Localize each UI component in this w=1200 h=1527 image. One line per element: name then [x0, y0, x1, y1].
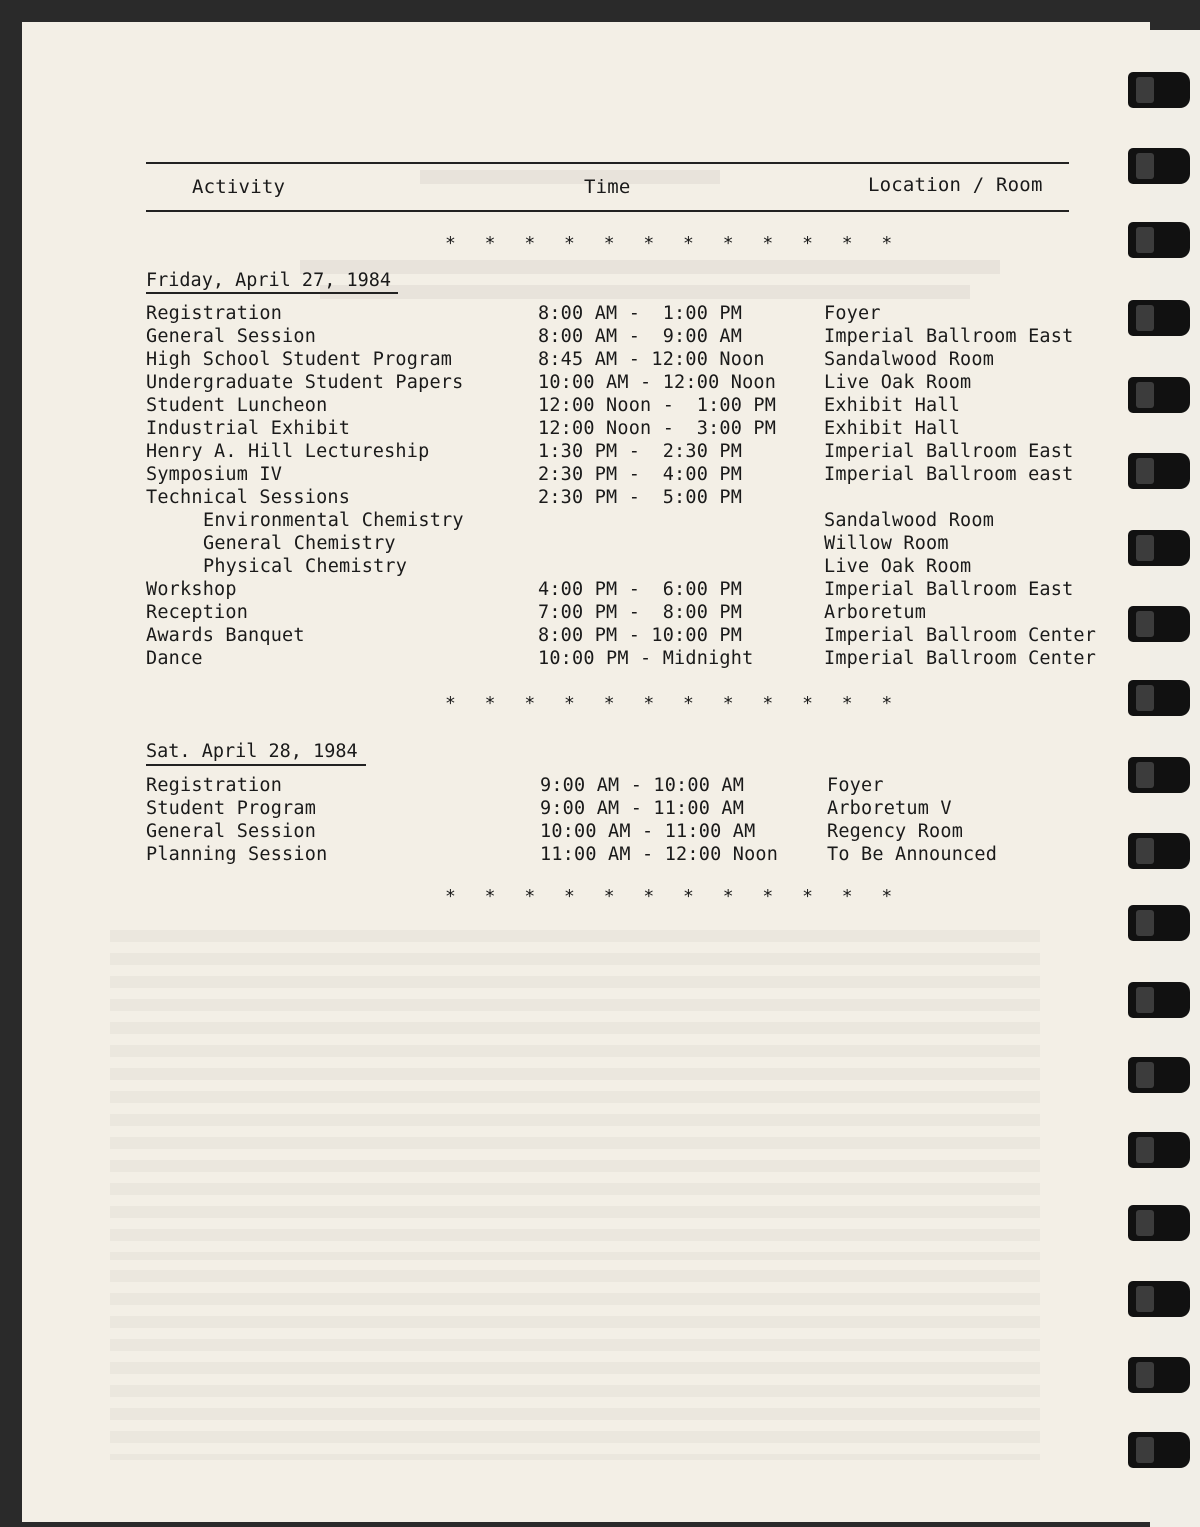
- row-activity: Symposium IV: [146, 464, 283, 485]
- row-time: 8:45 AM - 12:00 Noon: [538, 349, 765, 370]
- section-separator: * * * * * * * * * * * *: [445, 693, 902, 714]
- row-activity: Student Program: [146, 798, 317, 819]
- row-room: Live Oak Room: [824, 556, 972, 577]
- row-room: Imperial Ballroom Center: [824, 648, 1097, 669]
- row-time: 2:30 PM - 5:00 PM: [538, 487, 743, 508]
- row-time: 7:00 PM - 8:00 PM: [538, 602, 743, 623]
- row-time: 8:00 AM - 1:00 PM: [538, 303, 743, 324]
- friday-title-underline: [146, 292, 398, 294]
- binding-ring: [1128, 1057, 1190, 1093]
- binding-ring: [1128, 1281, 1190, 1317]
- row-room: Imperial Ballroom east: [824, 464, 1074, 485]
- row-time: 9:00 AM - 10:00 AM: [540, 775, 745, 796]
- row-activity: Industrial Exhibit: [146, 418, 351, 439]
- row-room: Exhibit Hall: [824, 418, 961, 439]
- binding-ring: [1128, 1205, 1190, 1241]
- row-time: 11:00 AM - 12:00 Noon: [540, 844, 779, 865]
- binding-ring: [1128, 148, 1190, 184]
- row-activity: Registration: [146, 775, 283, 796]
- row-time: 10:00 AM - 11:00 AM: [540, 821, 756, 842]
- bleed-through-block: [110, 1270, 1040, 1460]
- binding-ring: [1128, 606, 1190, 642]
- binding-ring: [1128, 300, 1190, 336]
- row-room: Foyer: [824, 303, 881, 324]
- row-room: Live Oak Room: [824, 372, 972, 393]
- row-activity: Planning Session: [146, 844, 328, 865]
- row-room: Foyer: [827, 775, 884, 796]
- row-time: 9:00 AM - 11:00 AM: [540, 798, 745, 819]
- row-time: 8:00 AM - 9:00 AM: [538, 326, 743, 347]
- saturday-title-underline: [146, 764, 366, 766]
- row-room: Imperial Ballroom East: [824, 441, 1074, 462]
- row-activity: Physical Chemistry: [203, 556, 408, 577]
- row-activity: Workshop: [146, 579, 237, 600]
- row-time: 1:30 PM - 2:30 PM: [538, 441, 743, 462]
- row-room: Sandalwood Room: [824, 510, 995, 531]
- row-activity: Environmental Chemistry: [203, 510, 464, 531]
- column-header-location: Location / Room: [868, 174, 1043, 196]
- row-activity: General Session: [146, 326, 317, 347]
- row-room: Arboretum: [824, 602, 927, 623]
- bleed-through-mark: [300, 260, 1000, 274]
- column-header-activity: Activity: [192, 176, 286, 198]
- binding-ring: [1128, 833, 1190, 869]
- row-activity: Student Luncheon: [146, 395, 328, 416]
- row-room: Imperial Ballroom Center: [824, 625, 1097, 646]
- row-activity: Henry A. Hill Lectureship: [146, 441, 430, 462]
- row-activity: General Chemistry: [203, 533, 396, 554]
- row-time: 10:00 PM - Midnight: [538, 648, 754, 669]
- saturday-section-title: Sat. April 28, 1984: [146, 741, 358, 762]
- row-time: 8:00 PM - 10:00 PM: [538, 625, 743, 646]
- row-room: Exhibit Hall: [824, 395, 961, 416]
- bleed-through-mark: [320, 285, 970, 299]
- row-room: To Be Announced: [827, 844, 998, 865]
- row-activity: Technical Sessions: [146, 487, 351, 508]
- binding-ring: [1128, 982, 1190, 1018]
- binding-ring: [1128, 680, 1190, 716]
- binding-ring: [1128, 905, 1190, 941]
- binding-ring: [1128, 222, 1190, 258]
- row-activity: Reception: [146, 602, 249, 623]
- row-room: Regency Room: [827, 821, 964, 842]
- row-room: Imperial Ballroom East: [824, 326, 1074, 347]
- bleed-through-mark: [420, 170, 720, 184]
- row-time: 4:00 PM - 6:00 PM: [538, 579, 743, 600]
- binding-ring: [1128, 530, 1190, 566]
- header-top-rule: [146, 162, 1069, 164]
- row-room: Arboretum V: [827, 798, 952, 819]
- header-bottom-rule: [146, 210, 1069, 212]
- row-room: Sandalwood Room: [824, 349, 995, 370]
- binding-ring: [1128, 757, 1190, 793]
- friday-section-title: Friday, April 27, 1984: [146, 270, 392, 291]
- row-time: 2:30 PM - 4:00 PM: [538, 464, 743, 485]
- row-time: 12:00 Noon - 1:00 PM: [538, 395, 777, 416]
- row-activity: Undergraduate Student Papers: [146, 372, 464, 393]
- binding-ring: [1128, 1432, 1190, 1468]
- column-header-time: Time: [584, 176, 631, 198]
- binding-ring: [1128, 377, 1190, 413]
- section-separator: * * * * * * * * * * * *: [445, 233, 902, 254]
- row-activity: General Session: [146, 821, 317, 842]
- row-time: 10:00 AM - 12:00 Noon: [538, 372, 777, 393]
- section-separator: * * * * * * * * * * * *: [445, 886, 902, 907]
- row-time: 12:00 Noon - 3:00 PM: [538, 418, 777, 439]
- binding-ring: [1128, 453, 1190, 489]
- bleed-through-block: [110, 930, 1040, 1260]
- row-activity: Registration: [146, 303, 283, 324]
- row-room: Imperial Ballroom East: [824, 579, 1074, 600]
- row-activity: High School Student Program: [146, 349, 453, 370]
- row-activity: Awards Banquet: [146, 625, 305, 646]
- binding-ring: [1128, 1132, 1190, 1168]
- row-room: Willow Room: [824, 533, 949, 554]
- binding-ring: [1128, 72, 1190, 108]
- binding-ring: [1128, 1357, 1190, 1393]
- row-activity: Dance: [146, 648, 203, 669]
